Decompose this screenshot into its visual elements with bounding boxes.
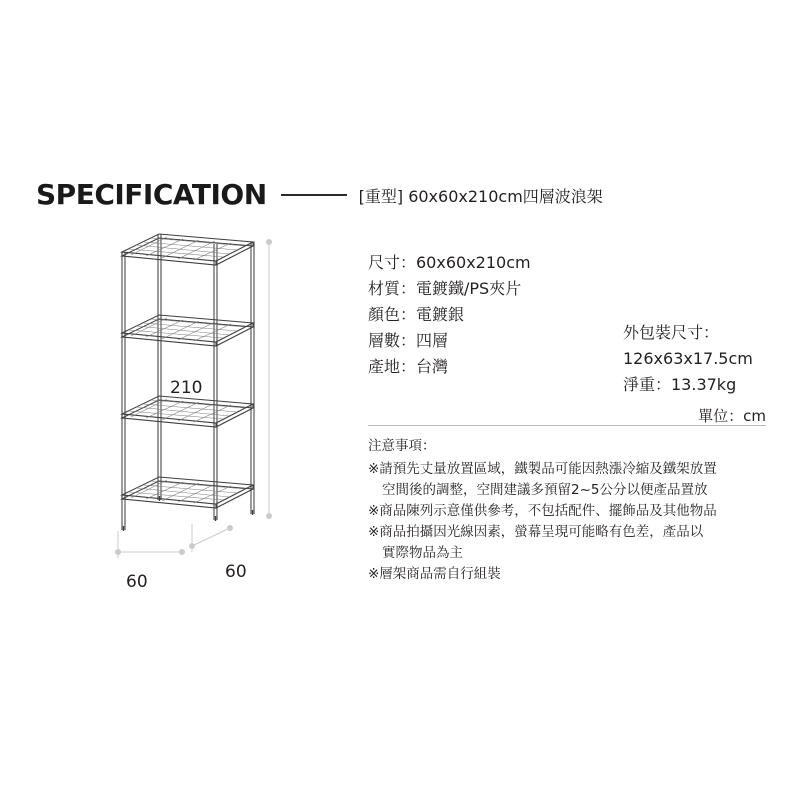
- shelf-drawing: [96, 228, 336, 598]
- product-name: [重型] 60x60x210cm四層波浪架: [358, 186, 603, 206]
- note-item: ※商品陳列示意僅供參考，不包括配件、擺飾品及其他物品: [368, 503, 717, 519]
- product-diagram: [96, 228, 336, 598]
- specification-details: [368, 250, 768, 400]
- spec-layers: 層數：四層: [368, 331, 449, 350]
- packaging-size-value: 126x63x17.5cm: [623, 349, 753, 368]
- section-divider: [368, 425, 766, 426]
- unit-note: 單位：cm: [698, 407, 766, 425]
- spec-column-primary: [368, 250, 608, 380]
- note-item-continuation: 空間後的調整，空間建議多預留2~5公分以便產品置放: [382, 482, 708, 498]
- spec-material: 材質：電鍍鐵/PS夾片: [368, 279, 522, 298]
- note-item: ※層架商品需自行組裝: [368, 566, 501, 582]
- dimension-width-label: 60: [126, 572, 148, 592]
- notes-section: [368, 436, 772, 585]
- note-item: ※商品拍攝因光線因素，螢幕呈現可能略有色差，產品以: [368, 524, 704, 540]
- net-weight: 淨重：13.37kg: [623, 375, 737, 394]
- spec-column-packaging: [623, 320, 800, 398]
- dimension-height-label: 210: [170, 378, 203, 398]
- dimension-depth-label: 60: [225, 562, 247, 582]
- notes-heading: 注意事項：: [368, 438, 436, 454]
- spec-size: 尺寸：60x60x210cm: [368, 253, 531, 272]
- packaging-size-label: 外包裝尺寸：: [623, 323, 720, 342]
- note-item-continuation: 實際物品為主: [382, 545, 463, 561]
- spec-origin: 產地：台灣: [368, 357, 449, 376]
- spec-header: [36, 178, 766, 212]
- spec-color: 顏色：電鍍銀: [368, 305, 465, 324]
- page-title: SPECIFICATION: [36, 178, 267, 211]
- note-item: ※請預先丈量放置區域，鐵製品可能因熱漲冷縮及鐵架放置: [368, 461, 717, 477]
- title-divider-rule: [281, 194, 347, 196]
